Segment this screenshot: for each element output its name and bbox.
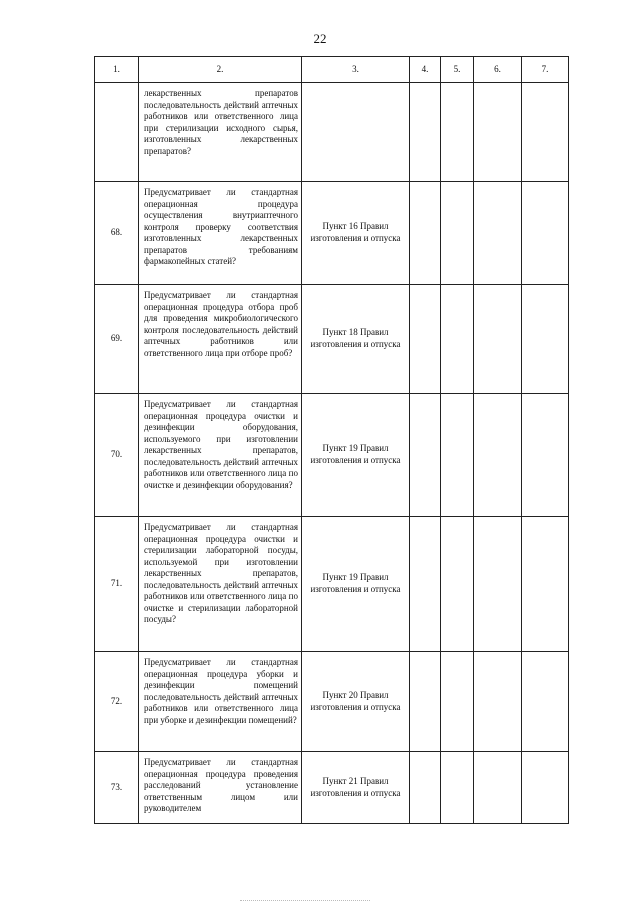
question-cell: Предусматривает ли стандартная операционная процедура очистки и дезинфекции оборудования, используемого при изготовлении лекарственных препаратов, последовательность действий аптечных работников или ответственного лица по очистке и дезинфекции оборудования? <box>139 394 302 517</box>
row-number-cell: 70. <box>95 394 139 517</box>
reference-cell: Пункт 19 Правил изготовления и отпуска <box>302 394 410 517</box>
empty-cell <box>410 652 441 752</box>
header-cell: 2. <box>139 57 302 83</box>
empty-cell <box>410 83 441 182</box>
question-cell: Предусматривает ли стандартная операционная процедура уборки и дезинфекции помещений последовательность действий аптечных работников или ответственного лица при уборке и дезинфекции помещений? <box>139 652 302 752</box>
row-number-cell: 68. <box>95 182 139 285</box>
empty-cell <box>441 182 474 285</box>
checklist-table <box>94 56 569 824</box>
empty-cell <box>410 517 441 652</box>
empty-cell <box>522 517 569 652</box>
question-cell: Предусматривает ли стандартная операционная процедура очистки и стерилизации лабораторной посуды, используемой при изготовлении лекарственных препаратов, последовательность действий аптечных работников или ответственного лица по очистке и стерилизации лабораторной посуды? <box>139 517 302 652</box>
question-cell: Предусматривает ли стандартная операционная процедура осуществления внутриаптечного контроля проверку соответствия изготовленных лекарственных препаратов требованиям фармакопейных статей? <box>139 182 302 285</box>
row-number-cell: 69. <box>95 285 139 394</box>
empty-cell <box>410 285 441 394</box>
row-number-cell <box>95 83 139 182</box>
table-header-row <box>95 57 569 83</box>
empty-cell <box>474 517 522 652</box>
row-number-cell: 71. <box>95 517 139 652</box>
empty-cell <box>522 285 569 394</box>
table-row <box>95 394 569 517</box>
empty-cell <box>474 652 522 752</box>
question-cell: Предусматривает ли стандартная операционная процедура проведения расследований установление ответственным лицом или руководителем <box>139 752 302 824</box>
empty-cell <box>474 83 522 182</box>
page-number: 22 <box>313 31 327 46</box>
empty-cell <box>522 752 569 824</box>
empty-cell <box>474 394 522 517</box>
reference-cell: Пункт 21 Правил изготовления и отпуска <box>302 752 410 824</box>
empty-cell <box>410 394 441 517</box>
reference-cell <box>302 83 410 182</box>
empty-cell <box>522 83 569 182</box>
table-row <box>95 285 569 394</box>
header-cell: 7. <box>522 57 569 83</box>
table-row <box>95 182 569 285</box>
empty-cell <box>441 652 474 752</box>
reference-cell: Пункт 16 Правил изготовления и отпуска <box>302 182 410 285</box>
empty-cell <box>474 285 522 394</box>
empty-cell <box>441 285 474 394</box>
empty-cell <box>522 394 569 517</box>
empty-cell <box>522 652 569 752</box>
header-cell: 3. <box>302 57 410 83</box>
table-row <box>95 652 569 752</box>
empty-cell <box>474 752 522 824</box>
scan-artifact-line <box>240 900 370 902</box>
empty-cell <box>522 182 569 285</box>
empty-cell <box>441 752 474 824</box>
empty-cell <box>410 182 441 285</box>
table-row-continuation <box>95 83 569 182</box>
empty-cell <box>441 517 474 652</box>
empty-cell <box>441 394 474 517</box>
header-cell: 6. <box>474 57 522 83</box>
header-cell: 1. <box>95 57 139 83</box>
row-number-cell: 73. <box>95 752 139 824</box>
question-cell: лекарственных препаратов последовательность действий аптечных работников или ответственного лица при стерилизации исходного сырья, изготовленных лекарственных препаратов? <box>139 83 302 182</box>
question-cell: Предусматривает ли стандартная операционная процедура отбора проб для проведения микробиологического контроля последовательность действий аптечных работников или ответственного лица при отборе проб? <box>139 285 302 394</box>
empty-cell <box>410 752 441 824</box>
empty-cell <box>441 83 474 182</box>
reference-cell: Пункт 20 Правил изготовления и отпуска <box>302 652 410 752</box>
header-cell: 4. <box>410 57 441 83</box>
reference-cell: Пункт 18 Правил изготовления и отпуска <box>302 285 410 394</box>
row-number-cell: 72. <box>95 652 139 752</box>
table-row <box>95 517 569 652</box>
header-cell: 5. <box>441 57 474 83</box>
empty-cell <box>474 182 522 285</box>
table-row <box>95 752 569 824</box>
reference-cell: Пункт 19 Правил изготовления и отпуска <box>302 517 410 652</box>
